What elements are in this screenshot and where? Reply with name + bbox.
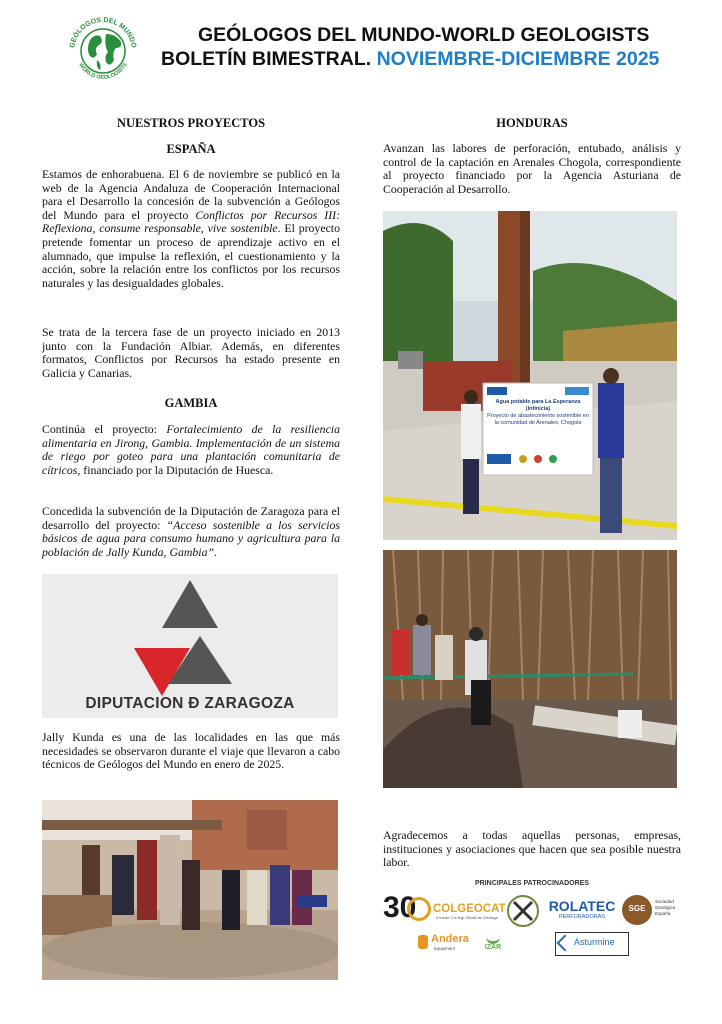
project-banner-text	[487, 399, 589, 427]
logo-bottom-text: WORLD GEOLOGISTS	[77, 62, 129, 81]
gambia-paragraph-1: Continúa el proyecto: Fortalecimiento de la resiliencia alimentaria en Jirong, Gambia. Implementación de un sistema de riego por goteo para una plantación comunitaria de cítricos, financiado por la Diputación de Huesca.	[42, 422, 340, 477]
sponsor-sge	[622, 893, 680, 929]
colgeocat-subtitle: Il·lustre Col·legi Oficial de Geòlegs	[436, 915, 498, 920]
andera-logo-icon	[418, 935, 428, 949]
gambia-title: GAMBIA	[164, 396, 218, 410]
jally-kunda-photo	[42, 800, 338, 980]
asturmine-logo-text: Asturmine	[574, 937, 615, 947]
spain-paragraph-1: Estamos de enhorabuena. El 6 de noviembre se publicó en la web de la Agencia Andaluza de Cooperación Internacional para el Desarrollo la concesión de la subvención a Geólogos del Mundo para el proyecto Conflictos por Recursos III: Reflexiona, consume responsable, vive sostenible. El proyecto pretende fomentar un proceso de aprendizaje activo en el alumnado, que impulse la reflexión, el cuestionamiento y la acción, sobre la relación entre los conflictos por los recursos naturales y las desigualdades globales.	[42, 167, 340, 290]
title-line-2	[161, 48, 659, 71]
sponsor-tools-emblem-icon	[505, 893, 541, 929]
sponsor-andera	[418, 933, 474, 957]
title-line-2-prefix: BOLETÍN BIMESTRAL.	[161, 48, 372, 70]
zaragoza-triangle-top	[162, 580, 218, 628]
spain-paragraph-2: Se trata de la tercera fase de un proyecto iniciado en 2013 junto con la Fundación Albiar. Además, en diferentes formatos, Conflictos por Recursos ha estado presente en Galicia y Canarias.	[42, 325, 340, 380]
sge-subtitle: Sociedad Geológica España	[655, 899, 676, 916]
spain-title: ESPAÑA	[166, 142, 216, 156]
honduras-paragraph: Avanzan las labores de perforación, entubado, análisis y control de la captación en Arenales Chogola, correspondiente al proyecto financiado por la Agencia Asturiana de Cooperación al Desarrollo.	[383, 141, 681, 196]
rolatec-logo-text: ROLATEC	[548, 898, 616, 914]
colgeocat-logo-text: COLGEOCAT	[433, 903, 506, 915]
sponsor-30-ring-icon	[407, 897, 431, 921]
sge-logo-text: SGE	[628, 904, 646, 913]
zaragoza-logo	[42, 574, 338, 718]
drilling-rig-photo	[383, 211, 677, 540]
sponsor-izar	[478, 931, 508, 957]
andera-subtitle: equipment	[434, 946, 456, 951]
sponsors-title: PRINCIPALES PATROCINADORES	[475, 880, 589, 887]
sponsor-30-text: 30	[383, 891, 417, 924]
banner-title: Agua potable para La Esperanza (Infinicia)	[495, 399, 581, 412]
jally-kunda-paragraph: Jally Kunda es una de las localidades en las que más necesidades se observaron durante el viaje que llevaron a cabo técnicos de Geólogos del Mundo en enero de 2025.	[42, 730, 340, 772]
banner-subtitle: Proyecto de abastecimiento sostenible en la comunidad de Arenales, Chogola	[487, 413, 589, 426]
andera-logo-text: Andera	[431, 933, 469, 945]
asturmine-mark-icon	[557, 935, 574, 952]
sponsor-colgeocat	[433, 891, 506, 931]
title-period: NOVIEMBRE-DICIEMBRE 2025	[376, 48, 660, 70]
header-logo	[64, 12, 142, 90]
projects-title: NUESTROS PROYECTOS	[116, 116, 266, 130]
sponsor-asturmine	[555, 932, 629, 956]
honduras-title: HONDURAS	[496, 116, 568, 130]
sponsor-30-years	[383, 889, 429, 929]
field-work-photo	[383, 550, 677, 788]
izar-mark-icon	[486, 931, 500, 944]
gambia-paragraph-2: Concedida la subvención de la Diputación de Zaragoza para el desarrollo del proyecto: “Acceso sostenible a los servicios básicos de agua para consumo humano y agricultura para la población de Jally Kunda, Gambia”.	[42, 504, 340, 559]
title-line-1: GEÓLOGOS DEL MUNDO-WORLD GEOLOGISTS	[198, 24, 650, 46]
sponsor-rolatec	[545, 898, 619, 928]
izar-logo-text: IZAR	[484, 944, 502, 951]
logo-top-text: GEÓLOGOS DEL MUNDO	[69, 16, 137, 49]
thanks-paragraph: Agradecemos a todas aquellas personas, empresas, instituciones y asociaciones que hacen que sea posible nuestra labor.	[383, 828, 681, 870]
zaragoza-logo-text: DIPUTACION Ð ZARAGOZA	[85, 695, 295, 712]
rolatec-subtitle: PERFORADORAS	[558, 914, 606, 920]
